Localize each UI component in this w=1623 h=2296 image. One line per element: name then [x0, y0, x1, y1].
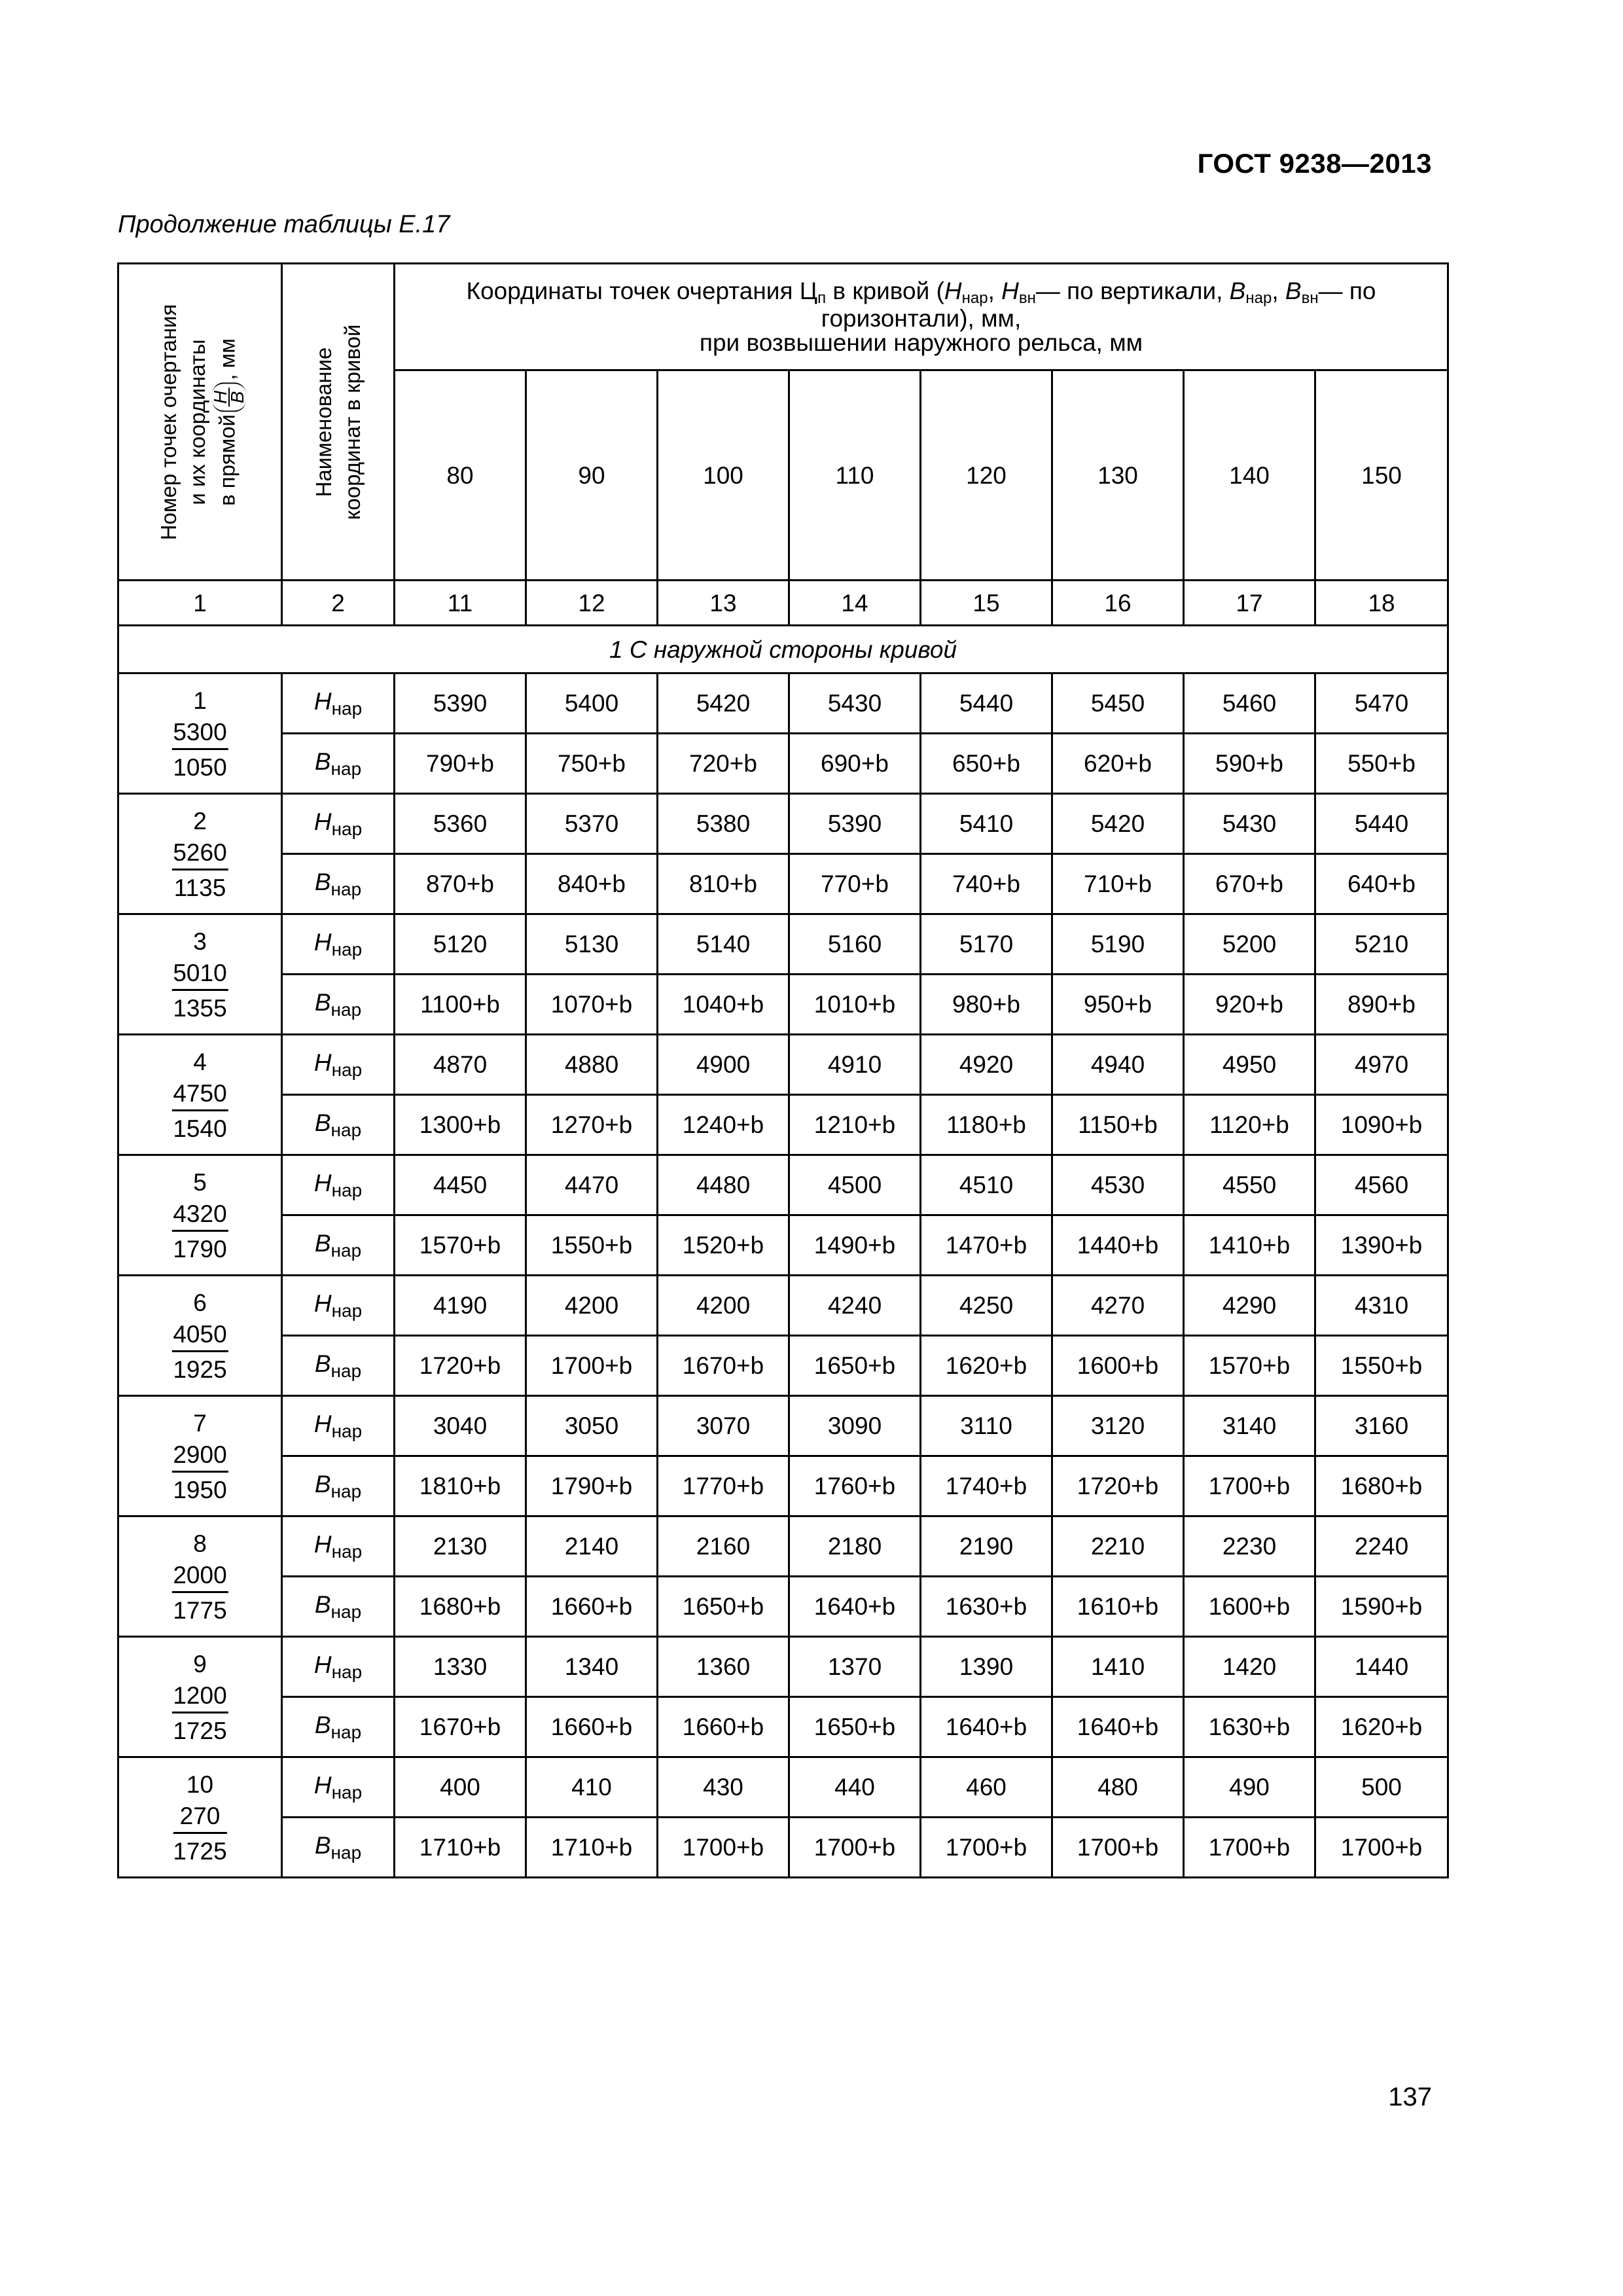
point-b: 1050	[173, 754, 227, 781]
table-row	[118, 1818, 1448, 1878]
h-value-cell: 4530	[1052, 1155, 1184, 1215]
b-value-cell: 1810+b	[395, 1456, 526, 1516]
point-h: 2900	[171, 1443, 228, 1473]
h-value-cell: 2140	[526, 1516, 658, 1577]
h-value-cell: 5460	[1184, 673, 1315, 734]
table-row	[118, 1456, 1448, 1516]
point-b: 1725	[173, 1838, 227, 1865]
column-number: 15	[921, 581, 1052, 626]
b-value-cell: 1680+b	[1315, 1456, 1448, 1516]
coord-label-b: $B_{нар}$	[282, 1336, 395, 1396]
point-cell	[118, 1035, 282, 1155]
h-value-cell: 2240	[1315, 1516, 1448, 1577]
h-value-cell: 500	[1315, 1757, 1448, 1818]
h-value-cell: 5120	[395, 914, 526, 975]
b-value-cell: 810+b	[658, 854, 789, 914]
h-value-cell: 400	[395, 1757, 526, 1818]
column-number: 16	[1052, 581, 1184, 626]
h-value-cell: 4870	[395, 1035, 526, 1095]
h-value-cell: 1390	[921, 1637, 1052, 1697]
h-value-cell: 4270	[1052, 1276, 1184, 1336]
h-over-b-fraction: H B	[212, 382, 246, 411]
b-value-cell: 1070+b	[526, 975, 658, 1035]
b-value-cell: 1710+b	[526, 1818, 658, 1878]
point-coordinates-fraction	[173, 1804, 226, 1863]
point-b: 1925	[173, 1356, 227, 1383]
b-value-cell: 1660+b	[658, 1697, 789, 1757]
point-coordinates-fraction	[171, 1081, 228, 1141]
point-coordinates-fraction	[171, 1202, 228, 1261]
h-value-cell: 5160	[789, 914, 921, 975]
h-value-cell: 410	[526, 1757, 658, 1818]
b-value-cell: 1670+b	[395, 1697, 526, 1757]
h-value-cell: 4470	[526, 1155, 658, 1215]
point-coordinates-fraction	[171, 961, 228, 1020]
b-value-cell: 1720+b	[1052, 1456, 1184, 1516]
point-b: 1790	[173, 1236, 227, 1263]
col1-header-line2: и их координаты	[185, 338, 209, 505]
b-value-cell: 1600+b	[1052, 1336, 1184, 1396]
coord-label-h: $H_{нар}$	[282, 1035, 395, 1095]
h-value-cell: 5450	[1052, 673, 1184, 734]
b-value-cell: 1700+b	[1052, 1818, 1184, 1878]
h-value-cell: 4510	[921, 1155, 1052, 1215]
h-value-cell: 4190	[395, 1276, 526, 1336]
point-number: 1	[193, 687, 207, 714]
point-number: 8	[193, 1530, 207, 1557]
table-row	[118, 1215, 1448, 1276]
elevation-header: 90	[526, 370, 658, 581]
b-value-cell: 740+b	[921, 854, 1052, 914]
table-row	[118, 1276, 1448, 1336]
point-cell	[118, 1155, 282, 1276]
h-value-cell: 4290	[1184, 1276, 1315, 1336]
elevation-header: 120	[921, 370, 1052, 581]
b-value-cell: 1440+b	[1052, 1215, 1184, 1276]
b-value-cell: 790+b	[395, 734, 526, 794]
b-value-cell: 720+b	[658, 734, 789, 794]
column-number: 2	[282, 581, 395, 626]
b-value-cell: 1040+b	[658, 975, 789, 1035]
table-row	[118, 854, 1448, 914]
table-row	[118, 1095, 1448, 1155]
point-coordinates-fraction	[171, 840, 228, 900]
b-value-cell: 950+b	[1052, 975, 1184, 1035]
table-row	[118, 1697, 1448, 1757]
point-coordinates-fraction	[171, 1563, 228, 1623]
h-value-cell: 2130	[395, 1516, 526, 1577]
table-row	[118, 1396, 1448, 1456]
point-cell	[118, 1516, 282, 1637]
h-value-cell: 4940	[1052, 1035, 1184, 1095]
coord-label-h: $H_{нар}$	[282, 794, 395, 854]
point-number: 5	[193, 1169, 207, 1196]
h-value-cell: 2190	[921, 1516, 1052, 1577]
point-h: 270	[173, 1804, 226, 1834]
h-value-cell: 5420	[1052, 794, 1184, 854]
table-row	[118, 1577, 1448, 1637]
elevation-header: 150	[1315, 370, 1448, 581]
h-value-cell: 4480	[658, 1155, 789, 1215]
b-value-cell: 1630+b	[1184, 1697, 1315, 1757]
table-row	[118, 1637, 1448, 1697]
b-value-cell: 1270+b	[526, 1095, 658, 1155]
b-value-cell: 1100+b	[395, 975, 526, 1035]
b-value-cell: 920+b	[1184, 975, 1315, 1035]
b-value-cell: 1700+b	[1184, 1456, 1315, 1516]
h-value-cell: 5410	[921, 794, 1052, 854]
point-coordinates-fraction	[171, 1683, 228, 1743]
coord-label-h: $H_{нар}$	[282, 1396, 395, 1456]
h-value-cell: 480	[1052, 1757, 1184, 1818]
b-value-cell: 640+b	[1315, 854, 1448, 914]
h-value-cell: 5140	[658, 914, 789, 975]
h-value-cell: 4200	[658, 1276, 789, 1336]
h-value-cell: 5380	[658, 794, 789, 854]
coord-label-b: $B_{нар}$	[282, 854, 395, 914]
h-value-cell: 4550	[1184, 1155, 1315, 1215]
h-value-cell: 4880	[526, 1035, 658, 1095]
b-value-cell: 1150+b	[1052, 1095, 1184, 1155]
point-b: 1725	[173, 1717, 227, 1744]
col1-header-line3: в прямой H B , мм	[209, 338, 247, 506]
b-value-cell: 1680+b	[395, 1577, 526, 1637]
coord-label-h: $H_{нар}$	[282, 673, 395, 734]
point-h: 5260	[171, 840, 228, 870]
col1-header-line1: Номер точек очертания	[156, 304, 181, 540]
h-value-cell: 3050	[526, 1396, 658, 1456]
b-value-cell: 1390+b	[1315, 1215, 1448, 1276]
point-h: 4320	[171, 1202, 228, 1232]
b-value-cell: 1640+b	[1052, 1697, 1184, 1757]
table-row	[118, 1336, 1448, 1396]
b-value-cell: 690+b	[789, 734, 921, 794]
h-value-cell: 5390	[789, 794, 921, 854]
h-value-cell: 5430	[789, 673, 921, 734]
b-value-cell: 1670+b	[658, 1336, 789, 1396]
h-value-cell: 5370	[526, 794, 658, 854]
h-value-cell: 5170	[921, 914, 1052, 975]
point-h: 5010	[171, 961, 228, 991]
table-row	[118, 794, 1448, 854]
b-value-cell: 1120+b	[1184, 1095, 1315, 1155]
h-value-cell: 4970	[1315, 1035, 1448, 1095]
h-value-cell: 3120	[1052, 1396, 1184, 1456]
h-value-cell: 3140	[1184, 1396, 1315, 1456]
b-value-cell: 1700+b	[658, 1818, 789, 1878]
b-value-cell: 710+b	[1052, 854, 1184, 914]
b-value-cell: 1210+b	[789, 1095, 921, 1155]
column-number: 14	[789, 581, 921, 626]
coord-label-h: $H_{нар}$	[282, 1637, 395, 1697]
point-h: 4750	[171, 1081, 228, 1111]
table-row	[118, 1035, 1448, 1095]
b-value-cell: 1700+b	[789, 1818, 921, 1878]
b-value-cell: 1180+b	[921, 1095, 1052, 1155]
coord-label-b: $B_{нар}$	[282, 1095, 395, 1155]
b-value-cell: 1660+b	[526, 1577, 658, 1637]
b-value-cell: 1650+b	[658, 1577, 789, 1637]
section-title: 1 С наружной стороны кривой	[118, 626, 1448, 673]
b-value-cell: 750+b	[526, 734, 658, 794]
table-row	[118, 1757, 1448, 1818]
point-number: 7	[193, 1410, 207, 1437]
page-number: 137	[1388, 2083, 1432, 2111]
coord-label-h: $H_{нар}$	[282, 914, 395, 975]
b-value-cell: 1090+b	[1315, 1095, 1448, 1155]
h-value-cell: 4200	[526, 1276, 658, 1336]
column-number: 17	[1184, 581, 1315, 626]
col2-header	[282, 264, 395, 581]
b-value-cell: 1700+b	[1184, 1818, 1315, 1878]
h-value-cell: 5420	[658, 673, 789, 734]
h-value-cell: 4250	[921, 1276, 1052, 1336]
h-value-cell: 4950	[1184, 1035, 1315, 1095]
col2-header-line2: координат в кривой	[340, 324, 365, 520]
b-value-cell: 1740+b	[921, 1456, 1052, 1516]
b-value-cell: 1700+b	[526, 1336, 658, 1396]
b-value-cell: 1300+b	[395, 1095, 526, 1155]
coord-label-b: $B_{нар}$	[282, 734, 395, 794]
column-number: 13	[658, 581, 789, 626]
b-value-cell: 1410+b	[1184, 1215, 1315, 1276]
h-value-cell: 5440	[1315, 794, 1448, 854]
elevation-header: 80	[395, 370, 526, 581]
table-row	[118, 1155, 1448, 1215]
col1-header	[118, 264, 282, 581]
column-number: 11	[395, 581, 526, 626]
b-value-cell: 1770+b	[658, 1456, 789, 1516]
point-b: 1355	[173, 995, 227, 1022]
h-value-cell: 460	[921, 1757, 1052, 1818]
h-value-cell: 1440	[1315, 1637, 1448, 1697]
h-value-cell: 5440	[921, 673, 1052, 734]
col2-header-line1: Наименование	[311, 347, 336, 497]
point-cell	[118, 1757, 282, 1878]
b-value-cell: 1700+b	[921, 1818, 1052, 1878]
h-value-cell: 2160	[658, 1516, 789, 1577]
point-number: 6	[193, 1289, 207, 1316]
b-value-cell: 1660+b	[526, 1697, 658, 1757]
point-number: 2	[193, 808, 207, 834]
h-value-cell: 3160	[1315, 1396, 1448, 1456]
h-value-cell: 5210	[1315, 914, 1448, 975]
h-value-cell: 1370	[789, 1637, 921, 1697]
h-value-cell: 2230	[1184, 1516, 1315, 1577]
point-cell	[118, 1276, 282, 1396]
b-value-cell: 1010+b	[789, 975, 921, 1035]
coord-label-h: $H_{нар}$	[282, 1155, 395, 1215]
table-row	[118, 975, 1448, 1035]
h-value-cell: 5360	[395, 794, 526, 854]
point-h: 4050	[171, 1322, 228, 1352]
point-cell	[118, 1637, 282, 1757]
b-value-cell: 1470+b	[921, 1215, 1052, 1276]
coord-label-h: $H_{нар}$	[282, 1276, 395, 1336]
table-caption: Продолжение таблицы Е.17	[118, 211, 450, 238]
point-number: 3	[193, 928, 207, 955]
h-value-cell: 490	[1184, 1757, 1315, 1818]
coordinates-table	[117, 262, 1449, 1878]
h-value-cell: 3110	[921, 1396, 1052, 1456]
elevation-header: 130	[1052, 370, 1184, 581]
b-value-cell: 550+b	[1315, 734, 1448, 794]
h-value-cell: 5390	[395, 673, 526, 734]
h-value-cell: 4240	[789, 1276, 921, 1336]
point-b: 1135	[173, 874, 226, 901]
b-value-cell: 1720+b	[395, 1336, 526, 1396]
h-value-cell: 1340	[526, 1637, 658, 1697]
b-value-cell: 590+b	[1184, 734, 1315, 794]
h-value-cell: 4910	[789, 1035, 921, 1095]
coord-label-h: $H_{нар}$	[282, 1757, 395, 1818]
h-value-cell: 5470	[1315, 673, 1448, 734]
point-coordinates-fraction	[171, 1322, 228, 1382]
h-value-cell: 1330	[395, 1637, 526, 1697]
table-row	[118, 734, 1448, 794]
point-h: 1200	[171, 1683, 228, 1713]
point-number: 4	[193, 1049, 207, 1075]
h-value-cell: 440	[789, 1757, 921, 1818]
b-value-cell: 840+b	[526, 854, 658, 914]
h-value-cell: 1410	[1052, 1637, 1184, 1697]
h-value-cell: 3070	[658, 1396, 789, 1456]
h-value-cell: 2210	[1052, 1516, 1184, 1577]
h-value-cell: 430	[658, 1757, 789, 1818]
b-value-cell: 1240+b	[658, 1095, 789, 1155]
b-value-cell: 1520+b	[658, 1215, 789, 1276]
coord-label-b: $B_{нар}$	[282, 975, 395, 1035]
b-value-cell: 770+b	[789, 854, 921, 914]
coord-label-b: $B_{нар}$	[282, 1215, 395, 1276]
b-value-cell: 1600+b	[1184, 1577, 1315, 1637]
h-value-cell: 5400	[526, 673, 658, 734]
b-value-cell: 890+b	[1315, 975, 1448, 1035]
point-cell	[118, 914, 282, 1035]
coord-label-b: $B_{нар}$	[282, 1456, 395, 1516]
b-value-cell: 1550+b	[526, 1215, 658, 1276]
coord-label-b: $B_{нар}$	[282, 1697, 395, 1757]
b-value-cell: 1570+b	[395, 1215, 526, 1276]
point-b: 1540	[173, 1115, 227, 1142]
b-value-cell: 1640+b	[789, 1577, 921, 1637]
b-value-cell: 1640+b	[921, 1697, 1052, 1757]
h-value-cell: 3040	[395, 1396, 526, 1456]
h-value-cell: 4500	[789, 1155, 921, 1215]
h-value-cell: 4920	[921, 1035, 1052, 1095]
h-value-cell: 5190	[1052, 914, 1184, 975]
elevation-header: 140	[1184, 370, 1315, 581]
point-b: 1950	[173, 1477, 227, 1503]
h-value-cell: 1420	[1184, 1637, 1315, 1697]
point-coordinates-fraction	[171, 720, 228, 780]
b-value-cell: 1620+b	[1315, 1697, 1448, 1757]
b-value-cell: 1790+b	[526, 1456, 658, 1516]
point-number: 10	[186, 1771, 214, 1798]
point-b: 1775	[173, 1597, 227, 1624]
coord-label-h: $H_{нар}$	[282, 1516, 395, 1577]
point-h: 5300	[171, 720, 228, 750]
b-value-cell: 1650+b	[789, 1336, 921, 1396]
b-value-cell: 980+b	[921, 975, 1052, 1035]
h-value-cell: 5200	[1184, 914, 1315, 975]
h-value-cell: 4450	[395, 1155, 526, 1215]
coordinates-group-header: Координаты точек очертания $Ц_п$ в кривой ($H_{нар}$, $H_{вн}—$ по вертикали, $B_{нар}$, $B_{вн}—$ по горизонтали), мм, при возвышении наружного рельса, мм	[395, 264, 1448, 370]
table-row	[118, 1516, 1448, 1577]
coord-label-b: $B_{нар}$	[282, 1577, 395, 1637]
h-value-cell: 1360	[658, 1637, 789, 1697]
point-cell	[118, 794, 282, 914]
b-value-cell: 1700+b	[1315, 1818, 1448, 1878]
b-value-cell: 1630+b	[921, 1577, 1052, 1637]
b-value-cell: 1610+b	[1052, 1577, 1184, 1637]
coord-label-b: $B_{нар}$	[282, 1818, 395, 1878]
elevation-header: 110	[789, 370, 921, 581]
point-h: 2000	[171, 1563, 228, 1593]
b-value-cell: 620+b	[1052, 734, 1184, 794]
b-value-cell: 1710+b	[395, 1818, 526, 1878]
b-value-cell: 1620+b	[921, 1336, 1052, 1396]
b-value-cell: 670+b	[1184, 854, 1315, 914]
h-value-cell: 2180	[789, 1516, 921, 1577]
point-cell	[118, 1396, 282, 1516]
b-value-cell: 1590+b	[1315, 1577, 1448, 1637]
h-value-cell: 3090	[789, 1396, 921, 1456]
table-row	[118, 914, 1448, 975]
b-value-cell: 1490+b	[789, 1215, 921, 1276]
standard-designation: ГОСТ 9238—2013	[1197, 148, 1432, 179]
b-value-cell: 650+b	[921, 734, 1052, 794]
h-value-cell: 4900	[658, 1035, 789, 1095]
h-value-cell: 5130	[526, 914, 658, 975]
b-value-cell: 1550+b	[1315, 1336, 1448, 1396]
b-value-cell: 1760+b	[789, 1456, 921, 1516]
column-number: 12	[526, 581, 658, 626]
column-number: 1	[118, 581, 282, 626]
b-value-cell: 870+b	[395, 854, 526, 914]
b-value-cell: 1570+b	[1184, 1336, 1315, 1396]
point-coordinates-fraction	[171, 1443, 228, 1502]
b-value-cell: 1650+b	[789, 1697, 921, 1757]
elevation-header: 100	[658, 370, 789, 581]
h-value-cell: 5430	[1184, 794, 1315, 854]
point-number: 9	[193, 1651, 207, 1677]
column-number: 18	[1315, 581, 1448, 626]
h-value-cell: 4310	[1315, 1276, 1448, 1336]
point-cell	[118, 673, 282, 794]
table-row	[118, 673, 1448, 734]
h-value-cell: 4560	[1315, 1155, 1448, 1215]
